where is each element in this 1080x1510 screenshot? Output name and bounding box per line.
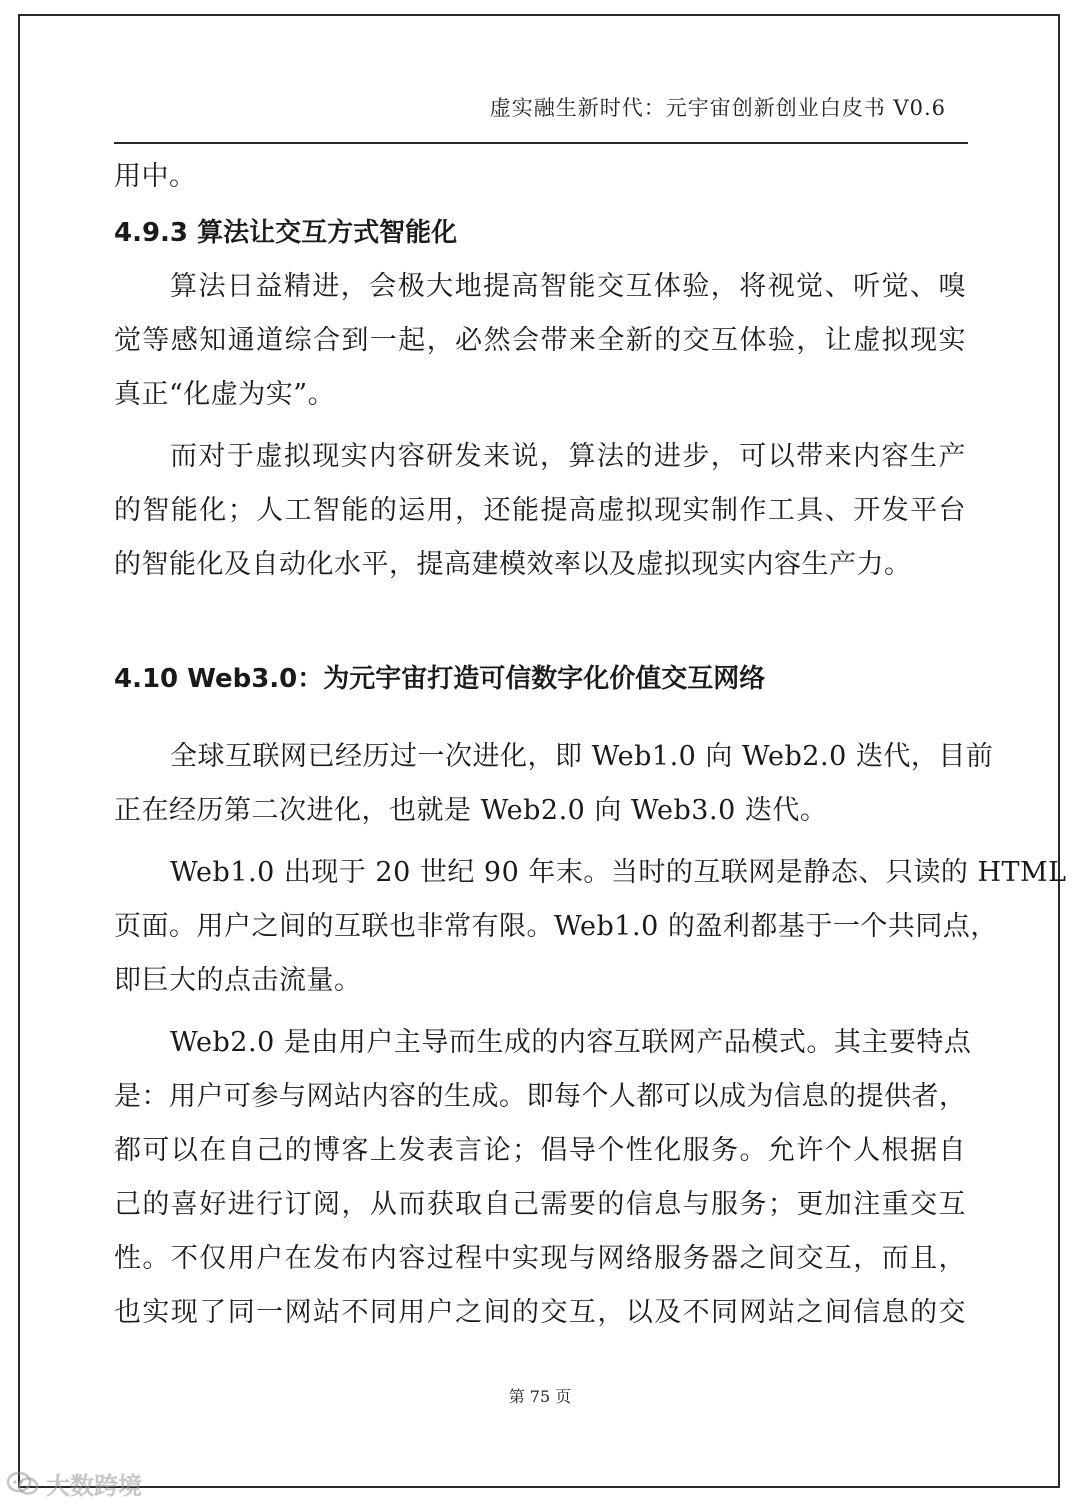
- paragraph-line: 觉等感知通道综合到一起，必然会带来全新的交互体验，让虚拟现实: [114, 325, 966, 356]
- paragraph-line: 即巨大的点击流量。: [114, 965, 362, 996]
- carryover-text: 用中。: [114, 161, 197, 192]
- paragraph-line: 也实现了同一网站不同用户之间的交互，以及不同网站之间信息的交: [114, 1297, 966, 1328]
- paragraph-line: 而对于虚拟现实内容研发来说，算法的进步，可以带来内容生产: [170, 441, 966, 472]
- paragraph-line: 的智能化及自动化水平，提高建模效率以及虚拟现实内容生产力。: [114, 549, 912, 580]
- section-heading: 4.10 Web3.0：为元宇宙打造可信数字化价值交互网络: [114, 664, 766, 694]
- paragraph: [114, 1016, 972, 1340]
- paragraph-line: 是：用户可参与网站内容的生成。即每个人都可以成为信息的提供者，: [114, 1081, 967, 1112]
- watermark: [6, 1466, 142, 1501]
- header-divider: [114, 142, 968, 144]
- paragraph-line: 真正“化虚为实”。: [114, 379, 336, 410]
- paragraph: [114, 846, 1067, 1008]
- paragraph-line: 正在经历第二次进化，也就是 Web2.0 向 Web3.0 迭代。: [114, 795, 828, 826]
- paragraph: [114, 260, 966, 422]
- paragraph: [114, 730, 994, 838]
- paragraph-line: 性。不仅用户在发布内容过程中实现与网络服务器之间交互，而且，: [114, 1243, 966, 1274]
- paragraph-line: Web1.0 出现于 20 世纪 90 年末。当时的互联网是静态、只读的 HTML: [170, 857, 1067, 888]
- paragraph-line: 都可以在自己的博客上发表言论；倡导个性化服务。允许个人根据自: [114, 1135, 966, 1166]
- paragraph-line: 页面。用户之间的互联也非常有限。Web1.0 的盈利都基于一个共同点，: [114, 911, 998, 942]
- subsection-heading: 4.9.3 算法让交互方式智能化: [114, 218, 458, 248]
- page-body: [114, 150, 1067, 1340]
- running-header: 虚实融生新时代：元宇宙创新创业白皮书 V0.6: [489, 96, 946, 120]
- paragraph-line: 己的喜好进行订阅，从而获取自己需要的信息与服务；更加注重交互: [114, 1189, 966, 1220]
- watermark-text: 大数跨境: [46, 1472, 142, 1500]
- chat-bubble-icon: [6, 1470, 40, 1498]
- paragraph-line: Web2.0 是由用户主导而生成的内容互联网产品模式。其主要特点: [170, 1027, 972, 1058]
- paragraph-line: 的智能化；人工智能的运用，还能提高虚拟现实制作工具、开发平台: [114, 495, 966, 526]
- page-number: 第 75 页: [508, 1387, 572, 1406]
- paragraph-line: 算法日益精进，会极大地提高智能交互体验，将视觉、听觉、嗅: [170, 271, 966, 302]
- paragraph: [114, 430, 966, 592]
- paragraph-line: 全球互联网已经历过一次进化，即 Web1.0 向 Web2.0 迭代，目前: [170, 741, 994, 772]
